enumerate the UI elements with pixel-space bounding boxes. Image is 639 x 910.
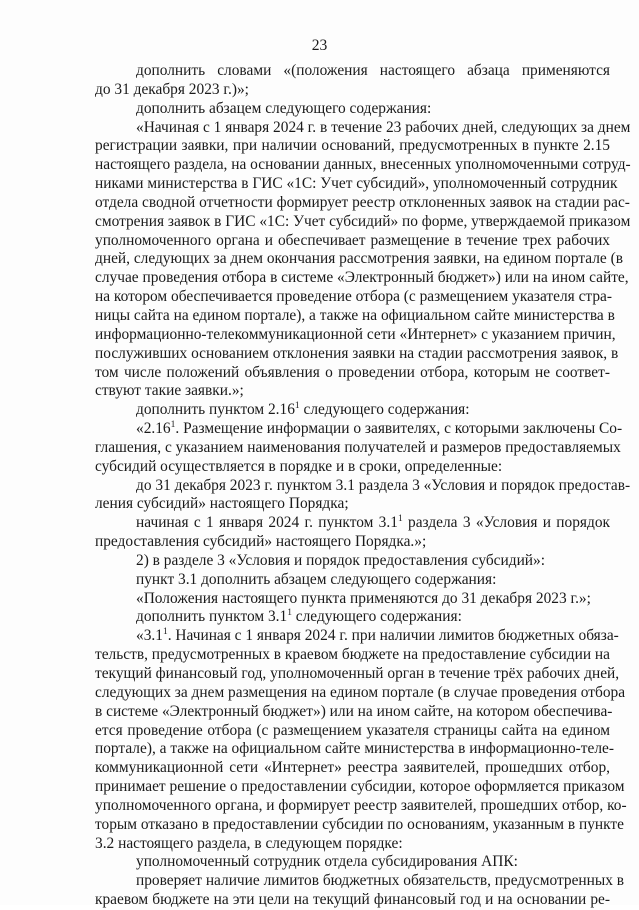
text-line: до 31 декабря 2023 г.)»; — [95, 80, 249, 98]
text-line: ления субсидий» настоящего Порядка; — [95, 495, 349, 513]
text-line: ствуют такие заявки.»; — [95, 382, 244, 400]
text-line: настоящего раздела, на основании данных, внесенных уполномоченными сотруд- — [95, 156, 631, 174]
superscript-one: 1 — [397, 514, 403, 525]
text-line: до 31 декабря 2023 г. пунктом 3.1 раздела 3 «Условия и порядок предостав- — [136, 476, 631, 494]
text-line: смотрения заявок в ГИС «1С: Учет субсидий» по форме, утверждаемой приказом — [95, 212, 631, 230]
page-number: 23 — [311, 37, 328, 54]
text-line: ницы сайта на едином портале), а также на официальном сайте министерства в — [95, 306, 615, 324]
text-line: следующих за днем размещения на едином портале (в случае проведения отбора — [95, 683, 626, 701]
text-line: предоставления субсидий» настоящего Порядка.»; — [95, 533, 427, 551]
text-line: уполномоченного органа и обеспечивает размещение в течение трех рабочих — [95, 231, 610, 249]
text-line: субсидий осуществляется в порядке и в сроки, определенные: — [95, 457, 503, 475]
text-line: послуживших основанием отклонения заявки на стадии рассмотрения заявок, в — [95, 344, 619, 362]
text-line: в системе «Электронный бюджет») или на ином сайте, на котором обеспечива- — [95, 702, 613, 720]
superscript-one: 1 — [162, 627, 168, 638]
superscript-one: 1 — [170, 420, 176, 431]
text-line: «Положения настоящего пункта применяются до 31 декабря 2023 г.»; — [136, 589, 591, 607]
text-line: случае проведения отбора в системе «Электронный бюджет») или на ином сайте, — [95, 269, 629, 287]
text-line: ется проведение отбора (с размещением указателя страницы сайта на едином — [95, 721, 610, 739]
text-line: начиная с 1 января 2024 г. пунктом $3.1^1$ раздела 3 «Условия и порядок — [136, 514, 610, 532]
superscript-one: 1 — [294, 401, 300, 412]
text-line: регистрации заявки, при наличии оснований, предусмотренных в пункте 2.15 — [95, 137, 610, 155]
text-line: уполномоченного органа, и формирует реестр заявителей, прошедших отбор, ко- — [95, 796, 627, 814]
text-line: принимает решение о предоставлении субсидии, которое оформляется приказом — [95, 778, 625, 796]
document-body — [95, 62, 631, 910]
text-line: дополнить пунктом 2.16$^1$ следующего содержания: — [136, 401, 470, 419]
text-line: 2) в разделе 3 «Условия и порядок предоставления субсидий»: — [136, 551, 546, 569]
text-line: торым отказано в предоставлении субсидии по основаниям, указанным в пункте — [95, 815, 624, 833]
text-line: на котором обеспечивается проведение отбора (с размещением указателя стра- — [95, 288, 612, 306]
text-line: пункт 3.1 дополнить абзацем следующего содержания: — [136, 570, 497, 588]
text-line: никами министерства в ГИС «1С: Учет субсидий», уполномоченный сотрудник — [95, 175, 618, 193]
text-line: дополнить абзацем следующего содержания: — [136, 99, 432, 117]
text-line: текущий финансовый год, уполномоченный орган в течение трёх рабочих дней, — [95, 665, 620, 682]
text-line: «2.16$^1$. Размещение информации о заявителях, с которыми заключены Со- — [136, 420, 623, 438]
text-line: портале), а также на официальном сайте министерства в информационно-теле- — [95, 740, 614, 758]
text-line: уполномоченный сотрудник отдела субсидирования АПК: — [136, 853, 518, 871]
text-line: «Начиная с 1 января 2024 г. в течение 23 рабочих дней, следующих за днем — [136, 118, 631, 136]
text-line: дополнить словами «(положения настоящего абзаца применяются — [136, 62, 610, 79]
text-line: коммуникационной сети «Интернет» реестра заявителей, прошедших отбор, — [95, 759, 610, 777]
text-line: «$3.1^1$. Начиная с 1 января 2024 г. при наличии лимитов бюджетных обяза- — [136, 627, 619, 645]
text-line: том числе положений объявления о проведении отбора, которым не соответ- — [95, 363, 610, 381]
text-line: тельств, предусмотренных в краевом бюджете на предоставление субсидии на — [95, 646, 610, 664]
text-line: дополнить пунктом $3.1^1$ следующего содержания: — [136, 608, 462, 626]
text-line: краевом бюджете на эти цели на текущий финансовый год и на основании ре- — [95, 891, 610, 909]
text-line: дней, следующих за днем окончания рассмотрения заявки, на едином портале (в — [95, 250, 623, 268]
text-line: проверяет наличие лимитов бюджетных обязательств, предусмотренных в — [136, 872, 625, 890]
text-line: глашения, с указанием наименования получателей и размеров предоставляемых — [95, 438, 621, 456]
text-line: отдела сводной отчетности формирует реестр отклоненных заявок на стадии рас- — [95, 193, 630, 211]
text-line: 3.2 настоящего раздела, в следующем порядке: — [95, 834, 403, 852]
superscript-one: 1 — [287, 608, 292, 619]
text-line: информационно-телекоммуникационной сети «Интернет» с указанием причин, — [95, 325, 616, 343]
